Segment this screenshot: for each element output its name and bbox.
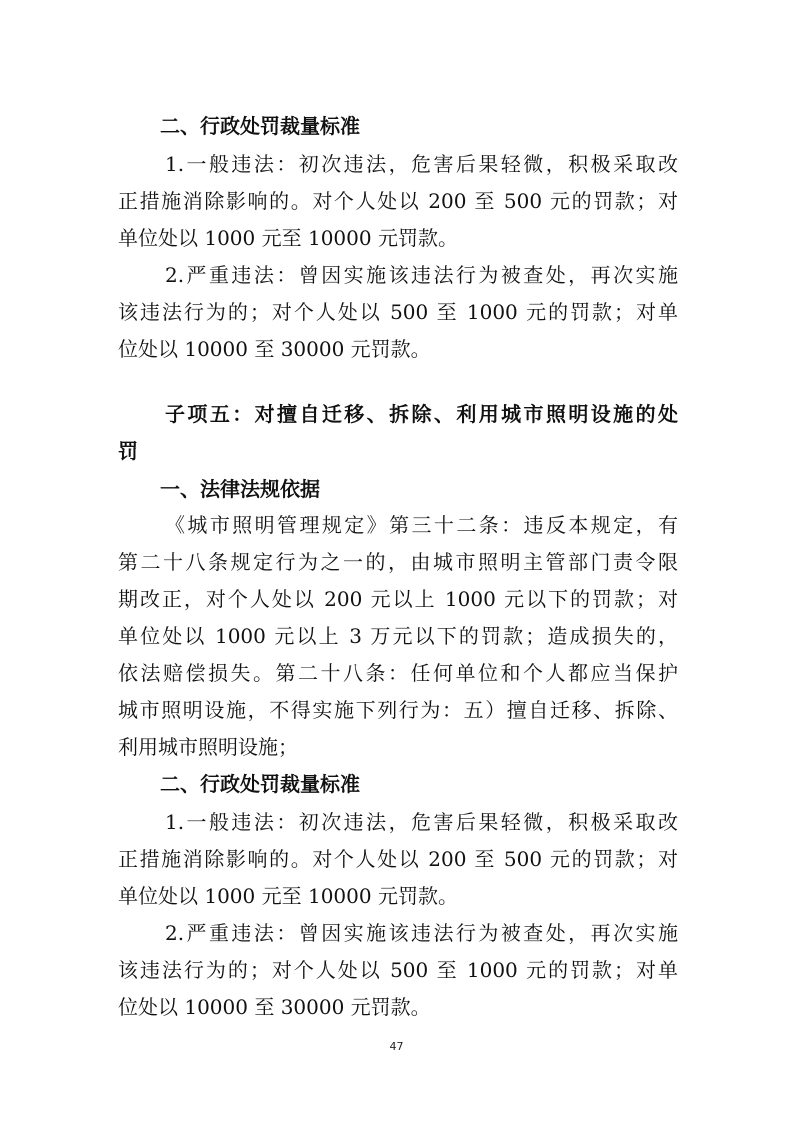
paragraph-line: 2.严重违法：曾因实施该违法行为被查处，再次实施 <box>165 921 678 945</box>
paragraph-line: 正措施消除影响的。对个人处以 200 至 500 元的罚款；对 <box>118 189 678 213</box>
section-heading-penalty-standard: 二、行政处罚裁量标准 <box>160 114 360 138</box>
paragraph-line: 城市照明设施，不得实施下列行为：五）擅自迁移、拆除、 <box>118 698 678 722</box>
paragraph-line: 单位处以 1000 元至 10000 元罚款。 <box>118 884 458 908</box>
paragraph-line: 位处以 10000 至 30000 元罚款。 <box>118 337 431 361</box>
paragraph-line: 第二十八条规定行为之一的，由城市照明主管部门责令限 <box>118 550 678 574</box>
page-number: 47 <box>389 1040 404 1053</box>
section-heading-penalty-standard: 二、行政处罚裁量标准 <box>160 772 360 796</box>
paragraph-line: 期改正，对个人处以 200 元以上 1000 元以下的罚款；对 <box>118 587 678 611</box>
paragraph-line: 该违法行为的；对个人处以 500 至 1000 元的罚款；对单 <box>118 958 678 982</box>
paragraph-line: 2.严重违法：曾因实施该违法行为被查处，再次实施 <box>165 263 678 287</box>
paragraph-line: 《城市照明管理规定》第三十二条：违反本规定，有 <box>165 513 678 537</box>
paragraph-line: 1.一般违法：初次违法，危害后果轻微，积极采取改 <box>165 152 678 176</box>
paragraph-line: 该违法行为的；对个人处以 500 至 1000 元的罚款；对单 <box>118 300 678 324</box>
paragraph-line: 位处以 10000 至 30000 元罚款。 <box>118 995 431 1019</box>
paragraph-line: 1.一般违法：初次违法，危害后果轻微，积极采取改 <box>165 810 678 834</box>
paragraph-line: 利用城市照明设施； <box>118 735 298 759</box>
subitem-title: 子项五：对擅自迁移、拆除、利用城市照明设施的处 <box>165 402 678 426</box>
subitem-title-continued: 罚 <box>118 439 138 463</box>
paragraph-line: 单位处以 1000 元至 10000 元罚款。 <box>118 226 458 250</box>
paragraph-line: 依法赔偿损失。第二十八条：任何单位和个人都应当保护 <box>118 661 678 685</box>
section-heading-legal-basis: 一、法律法规依据 <box>160 477 320 501</box>
paragraph-line: 单位处以 1000 元以上 3 万元以下的罚款；造成损失的， <box>118 624 678 648</box>
paragraph-line: 正措施消除影响的。对个人处以 200 至 500 元的罚款；对 <box>118 847 678 871</box>
